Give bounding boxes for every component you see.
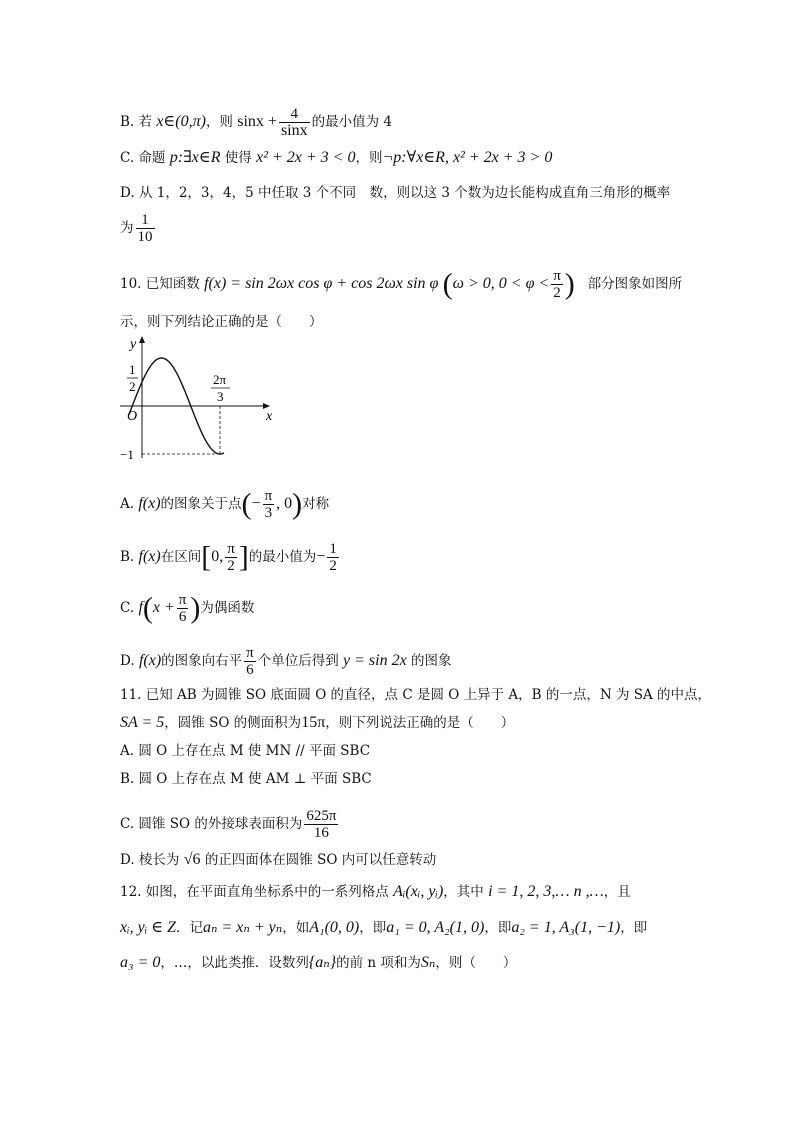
q9-option-c: C. 命题 p:∃x∈R 使得 x² + 2x + 3 < 0，则¬p:∀x∈R, x² + 2x + 3 > 0 <box>120 149 553 166</box>
q10-option-a: A. f(x)的图象关于点(− $\frac{\pi}{3}$ , 0)对称 <box>120 487 330 521</box>
tick-den: 3 <box>217 389 224 404</box>
q10-stem: 10. 已知函数 f(x) = sin 2ωx cos φ + cos 2ωx sin φ (ω > 0, 0 < φ < $\frac{\pi}{2}$ ) 部分图象如图所 <box>120 267 683 301</box>
x-label: x <box>266 409 273 424</box>
q10-sine-graph <box>118 334 283 464</box>
neg-one-label: −1 <box>120 447 134 462</box>
q11-option-d: D. 棱长为 √6 的正四面体在圆锥 SO 内可以任意转动 <box>120 851 437 868</box>
q10-stem-cont: 示，则下列结论正确的是（ ） <box>120 314 323 330</box>
tick-num: 2π <box>213 372 227 387</box>
q9-option-b: B. 若 x∈(0,π)，则 sinx + $\frac{4}{\sin x}$ 的最小值为 4 <box>120 106 392 139</box>
q10-option-d: D. f(x)的图象向右平 $\frac{\pi}{6}$ 个单位后得到 y = sin 2x 的图象 <box>120 645 452 678</box>
q11-stem-cont: SA = 5，圆锥 SO 的侧面积为15π，则下列说法正确的是（ ） <box>120 714 515 731</box>
q11-option-a: A. 圆 O 上存在点 M 使 MN // 平面 SBC <box>120 743 371 759</box>
q10-option-b: B. f(x)在区间[0, $\frac{\pi}{2}$ ]的最小值为− $\frac{1}{2}$ <box>120 540 337 574</box>
q12-stem: 12. 如图，在平面直角坐标系中的一系列格点 Aᵢ(xᵢ, yᵢ)，其中 i = 1, 2, 3,… n ,…，且 <box>120 883 631 900</box>
q11-option-b: B. 圆 O 上存在点 M 使 AM ⊥ 平面 SBC <box>120 771 372 787</box>
y-axis-arrow <box>139 336 145 343</box>
half-num: 1 <box>129 362 136 377</box>
q11-stem: 11. 已知 AB 为圆锥 SO 底面圆 O 的直径，点 C 是圆 O 上异于 A，B 的一点，N 为 SA 的中点， <box>120 687 712 703</box>
q9-option-d: D. 从 1，2，3，4，5 中任取 3 个不同 数，则以这 3 个数为边长能构成直角三角形的概率 <box>120 185 671 201</box>
q10-option-c: C. f(x + $\frac{\pi}{6}$ )为偶函数 <box>120 591 255 625</box>
half-den: 2 <box>129 379 136 394</box>
origin-label: O <box>127 409 138 424</box>
q11-option-c: C. 圆锥 SO 的外接球表面积为 $\frac{625\pi}{16}$ <box>120 808 337 841</box>
q12-stem-cont: xᵢ, yᵢ ∈ Z．记aₙ = xₙ + yₙ，如A₁(0, 0)，即a₁ = 0, A₂(1, 0)，即a₂ = 1, A₃(1, −1)，即 <box>120 919 648 936</box>
q12-stem-cont2: a₃ = 0，…，以此类推．设数列{aₙ}的前 n 项和为Sₙ，则（ ） <box>120 954 517 971</box>
q9-option-d-cont: 为 $\frac{1}{10}$ <box>120 212 153 245</box>
y-label: y <box>130 337 137 352</box>
